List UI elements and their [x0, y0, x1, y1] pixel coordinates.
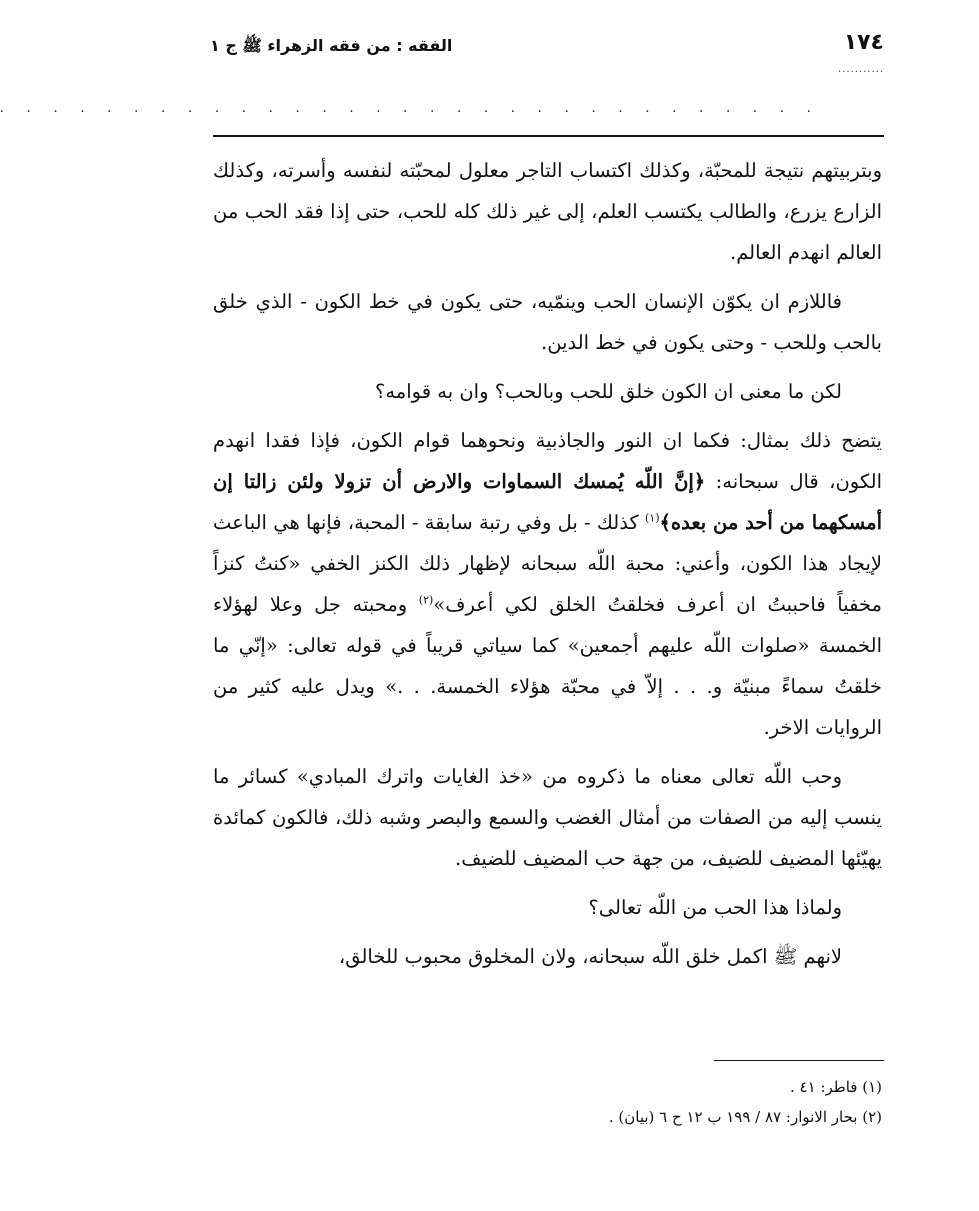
paragraph-6: ولماذا هذا الحب من اللّه تعالى؟ [588, 896, 842, 919]
paragraph-1: وبتربيتهم نتيجة للمحبّة، وكذلك اكتساب التاجر معلول لمحبّته لنفسه وأسرته، وكذلك الزارع يزرع، والطالب يكتسب العلم، إلى غير ذلك كله للحب، حتى إذا فقد الحب من العالم انهدم العالم. [213, 159, 882, 264]
page-header [210, 30, 884, 75]
continuation-dots: . . . . . . . . . . . . . . . . . . . . . . . . . . . . . . . [0, 100, 820, 116]
header-rule [213, 135, 884, 137]
running-title: الفقه : من فقه الزهراء ﷺ ج ١ [210, 36, 453, 55]
footnote-ref-1: (١) [644, 511, 660, 525]
page-number: ١٧٤ [843, 30, 884, 55]
paragraph-4-part-a: يتضح ذلك بمثال: فكما ان النور والجاذبية ونحوهما قوام الكون، فإذا فقدا انهدم الكون، قال سبحانه: [213, 429, 883, 493]
paragraph-4 [213, 420, 882, 748]
footnote-rule [714, 1060, 884, 1061]
paragraph-3: لكن ما معنى ان الكون خلق للحب وبالحب؟ وان به قوامه؟ [375, 380, 842, 403]
footnotes [213, 1072, 882, 1132]
footnote-2: (٢) بحار الانوار: ٨٧ / ١٩٩ ب ١٢ ح ٦ (بيان) . [608, 1108, 882, 1126]
paragraph-7: لانهم ﷺ اكمل خلق اللّه سبحانه، ولان المخلوق محبوب للخالق، [338, 945, 842, 968]
paragraph-4-part-c: ومحبته جل وعلا لهؤلاء الخمسة «صلوات اللّه عليهم أجمعين» كما سياتي قريباً في قوله تعالى: «إنّي ما خلقتُ سماءً مبنيّة و. . . إلاّ في محبّة هؤلاء الخمسة. . .» ويدل عليه كثير من الروايات الاخر. [213, 593, 882, 739]
paragraph-4-part-b: كذلك - بل وفي رتبة سابقة - المحبة، فإنها هي الباعث لإيجاد هذا الكون، وأعني: محبة اللّه سبحانه لإظهار ذلك الكنز الخفي «كنتُ كنزاً مخفياً فاحببتُ ان أعرف فخلقتُ الخلق لكي أعرف» [213, 511, 882, 616]
quran-verse: ﴿إنَّ اللّه يُمسك السماوات والارض أن تزولا ولئن زالتا إن أمسكهما من أحد من بعده﴾ [213, 470, 882, 534]
footnote-1: (١) فاطر: ٤١ . [790, 1078, 882, 1096]
header-dots: ........... [838, 64, 884, 75]
paragraph-5: وحب اللّه تعالى معناه ما ذكروه من «خذ الغايات واترك المبادي» كسائر ما ينسب إليه من الصفات من أمثال الغضب والسمع والبصر وشبه ذلك، فالكون كمائدة يهيّئها المضيف للضيف، من جهة حب المضيف للضيف. [213, 765, 882, 870]
footnote-ref-2: (٢) [418, 593, 434, 607]
main-text [213, 150, 882, 985]
paragraph-2: فاللازم ان يكوّن الإنسان الحب وينمّيه، حتى يكون في خط الكون - الذي خلق بالحب وللحب - وحتى يكون في خط الدين. [213, 290, 882, 354]
